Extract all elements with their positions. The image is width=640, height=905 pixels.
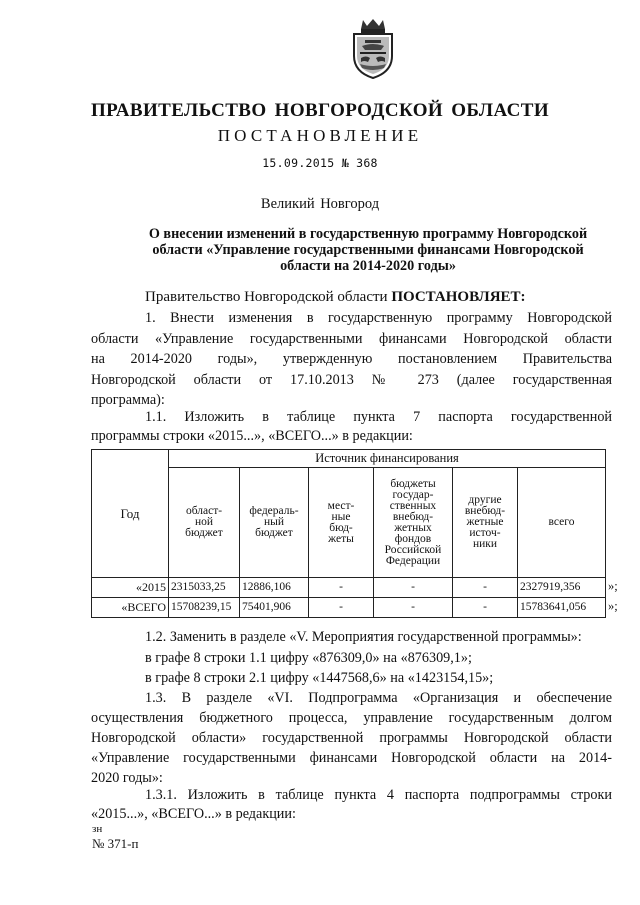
subject-line: О внесении изменений в государственную программу Новгородской bbox=[148, 226, 588, 242]
table-cell: 2327919,356 bbox=[518, 578, 606, 598]
table-cell: - bbox=[374, 578, 453, 598]
table-cell: 15783641,056 bbox=[518, 598, 606, 618]
intro-text: Правительство Новгородской области bbox=[145, 289, 392, 305]
table-row bbox=[92, 578, 606, 598]
footer-code: зн bbox=[92, 823, 103, 835]
city-name: Великий Новгород bbox=[260, 196, 380, 212]
document-type: ПОСТАНОВЛЕНИЕ bbox=[217, 126, 423, 145]
intro-paragraph bbox=[145, 289, 526, 306]
paragraph-1-3-line: 1.3. В разделе «VI. Подпрограмма «Организация и обеспечение bbox=[145, 690, 612, 706]
paragraph-1-3-line: 2020 годы»: bbox=[91, 770, 163, 786]
table-cell: 15708239,15 bbox=[169, 598, 240, 618]
row-suffix: »; bbox=[608, 579, 618, 593]
financing-table bbox=[91, 449, 606, 618]
paragraph-1-3-1-line: «2015...», «ВСЕГО...» в редакции: bbox=[91, 806, 296, 822]
paragraph-1-line: программа): bbox=[91, 392, 165, 408]
table-row bbox=[92, 598, 606, 618]
column-header: федераль- ный бюджет bbox=[240, 468, 309, 578]
funding-source-header: Источник финансирования bbox=[169, 450, 606, 468]
subject-line: области на 2014-2020 годы» bbox=[280, 258, 456, 274]
paragraph-1-2-item: в графе 8 строки 2.1 цифру «1447568,6» на «1423154,15»; bbox=[145, 670, 494, 686]
column-header: другие внебюд- жетные источ- ники bbox=[453, 468, 518, 578]
paragraph-1-line: Новгородской области от 17.10.2013 № 273 (далее государственная bbox=[91, 372, 612, 388]
table-cell-year: «2015 bbox=[92, 578, 169, 598]
year-column-header: Год bbox=[92, 450, 169, 578]
paragraph-1-1-line: программы строки «2015...», «ВСЕГО...» в редакции: bbox=[91, 428, 413, 444]
paragraph-1-3-1-line: 1.3.1. Изложить в таблице пункта 4 паспорта подпрограммы строки bbox=[145, 787, 612, 803]
table-cell: - bbox=[453, 598, 518, 618]
paragraph-1-1-line: 1.1. Изложить в таблице пункта 7 паспорта государственной bbox=[145, 409, 612, 425]
paragraph-1-line: 1. Внести изменения в государственную программу Новгородской bbox=[145, 310, 612, 326]
row-suffix: »; bbox=[608, 599, 618, 613]
table-cell: - bbox=[309, 578, 374, 598]
table-cell: - bbox=[374, 598, 453, 618]
footer-number: № 371-п bbox=[92, 836, 139, 851]
intro-resolves: ПОСТАНОВЛЯЕТ: bbox=[391, 289, 526, 305]
table-cell: 2315033,25 bbox=[169, 578, 240, 598]
paragraph-1-3-line: осуществления бюджетного процесса, управление государственным долгом bbox=[91, 710, 612, 726]
paragraph-1-2: 1.2. Заменить в разделе «V. Мероприятия государственной программы»: bbox=[145, 629, 582, 645]
novgorod-coat-of-arms-icon bbox=[348, 16, 398, 80]
table-cell-year: «ВСЕГО bbox=[92, 598, 169, 618]
paragraph-1-line: на 2014-2020 годы», утвержденную постановлением Правительства bbox=[91, 351, 612, 367]
document-subject bbox=[118, 226, 618, 274]
subject-line: области «Управление государственными финансами Новгородской bbox=[152, 242, 584, 258]
government-title: ПРАВИТЕЛЬСТВО НОВГОРОДСКОЙ ОБЛАСТИ bbox=[91, 100, 549, 121]
column-header: всего bbox=[518, 468, 606, 578]
column-header: бюджеты государ- ственных внебюд- жетных фондов Российской Федерации bbox=[374, 468, 453, 578]
table-cell: 75401,906 bbox=[240, 598, 309, 618]
document-date-number: 15.09.2015 № 368 bbox=[262, 156, 378, 170]
column-header: мест- ные бюд- жеты bbox=[309, 468, 374, 578]
table-cell: 12886,106 bbox=[240, 578, 309, 598]
paragraph-1-line: области «Управление государственными финансами Новгородской области bbox=[91, 331, 612, 347]
table-cell: - bbox=[453, 578, 518, 598]
paragraph-1-3-line: «Управление государственными финансами Новгородской области на 2014- bbox=[91, 750, 612, 766]
paragraph-1-2-item: в графе 8 строки 1.1 цифру «876309,0» на «876309,1»; bbox=[145, 650, 472, 666]
table-cell: - bbox=[309, 598, 374, 618]
column-header: област- ной бюджет bbox=[169, 468, 240, 578]
paragraph-1-3-line: Новгородской области» государственной программы Новгородской области bbox=[91, 730, 612, 746]
